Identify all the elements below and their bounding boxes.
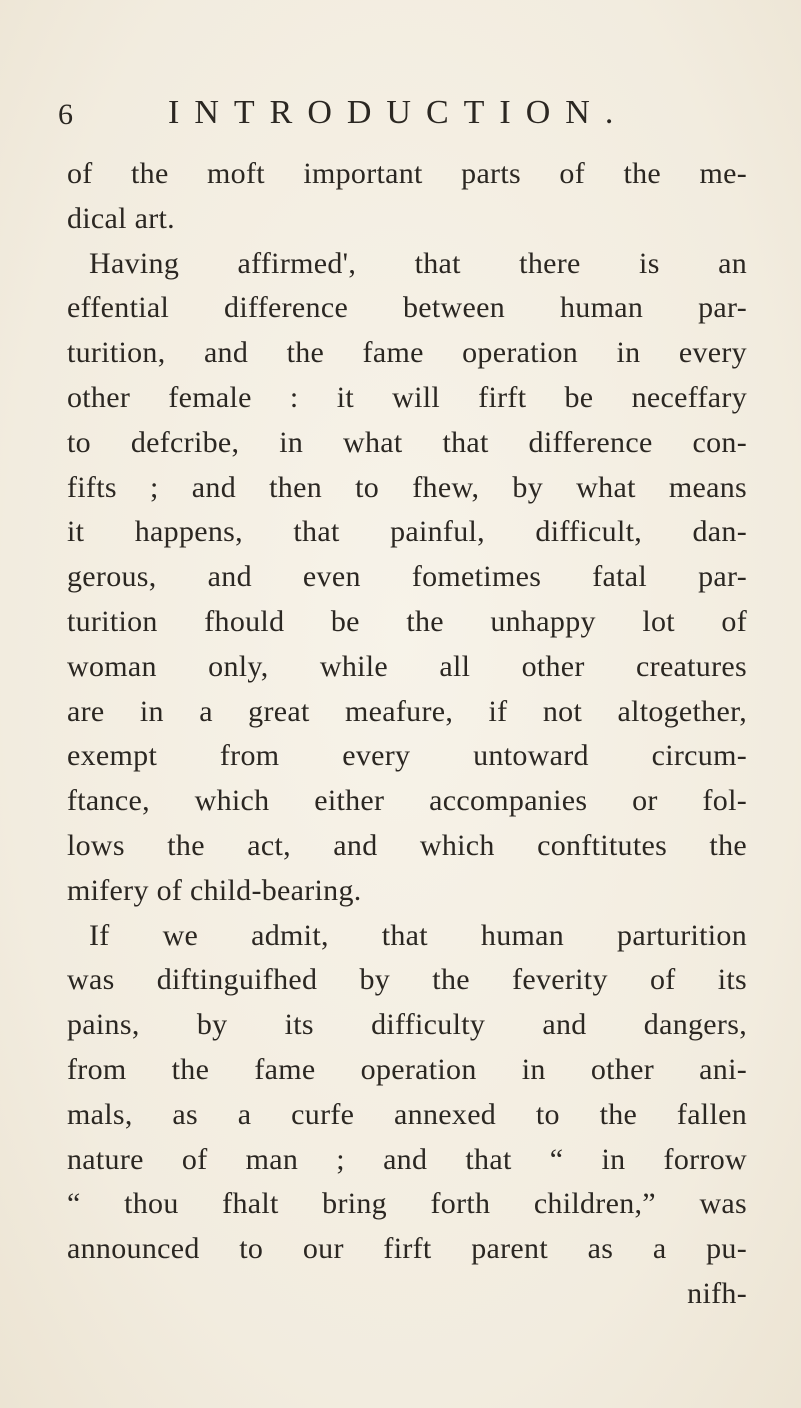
text-line: nature of man ; and that “ in forrow	[67, 1142, 747, 1176]
text-line: dical art.	[67, 201, 175, 235]
paragraph-start-line: Having affirmed', that there is an	[89, 246, 747, 280]
text-line: announced to our firft parent as a pu-	[67, 1232, 747, 1266]
text-line: fifts ; and then to fhew, by what means	[67, 470, 747, 504]
text-line: to defcribe, in what that difference con-	[67, 425, 747, 459]
page-number: 6	[58, 98, 73, 131]
text-line: was diftinguifhed by the feverity of its	[67, 963, 747, 997]
text-line: exempt from every untoward circum-	[67, 739, 747, 773]
running-title: INTRODUCTION.	[168, 94, 629, 131]
text-line: mals, as a curfe annexed to the fallen	[67, 1097, 747, 1131]
text-line: “ thou fhalt bring forth children,” was	[67, 1187, 747, 1221]
body-text	[67, 152, 747, 1317]
paragraph-start-line: If we admit, that human parturition	[89, 918, 747, 952]
text-line: ftance, which either accompanies or fol-	[67, 784, 747, 818]
text-line: pains, by its difficulty and dangers,	[67, 1008, 747, 1042]
text-line: from the fame operation in other ani-	[67, 1052, 747, 1086]
text-line: gerous, and even fometimes fatal par-	[67, 560, 747, 594]
text-line: turition fhould be the unhappy lot of	[67, 604, 747, 638]
text-line: mifery of child-bearing.	[67, 873, 362, 907]
text-line: other female : it will firft be neceffary	[67, 380, 747, 414]
text-line: it happens, that painful, difficult, dan-	[67, 515, 747, 549]
text-line: are in a great meafure, if not altogether,	[67, 694, 747, 728]
text-line: lows the act, and which conftitutes the	[67, 828, 747, 862]
text-line: effential difference between human par-	[67, 291, 747, 325]
text-line: woman only, while all other creatures	[67, 649, 747, 683]
text-line: of the moft important parts of the me-	[67, 157, 747, 190]
page-header	[58, 94, 758, 142]
text-line: turition, and the fame operation in every	[67, 336, 747, 370]
catchword: nifh-	[687, 1276, 747, 1310]
